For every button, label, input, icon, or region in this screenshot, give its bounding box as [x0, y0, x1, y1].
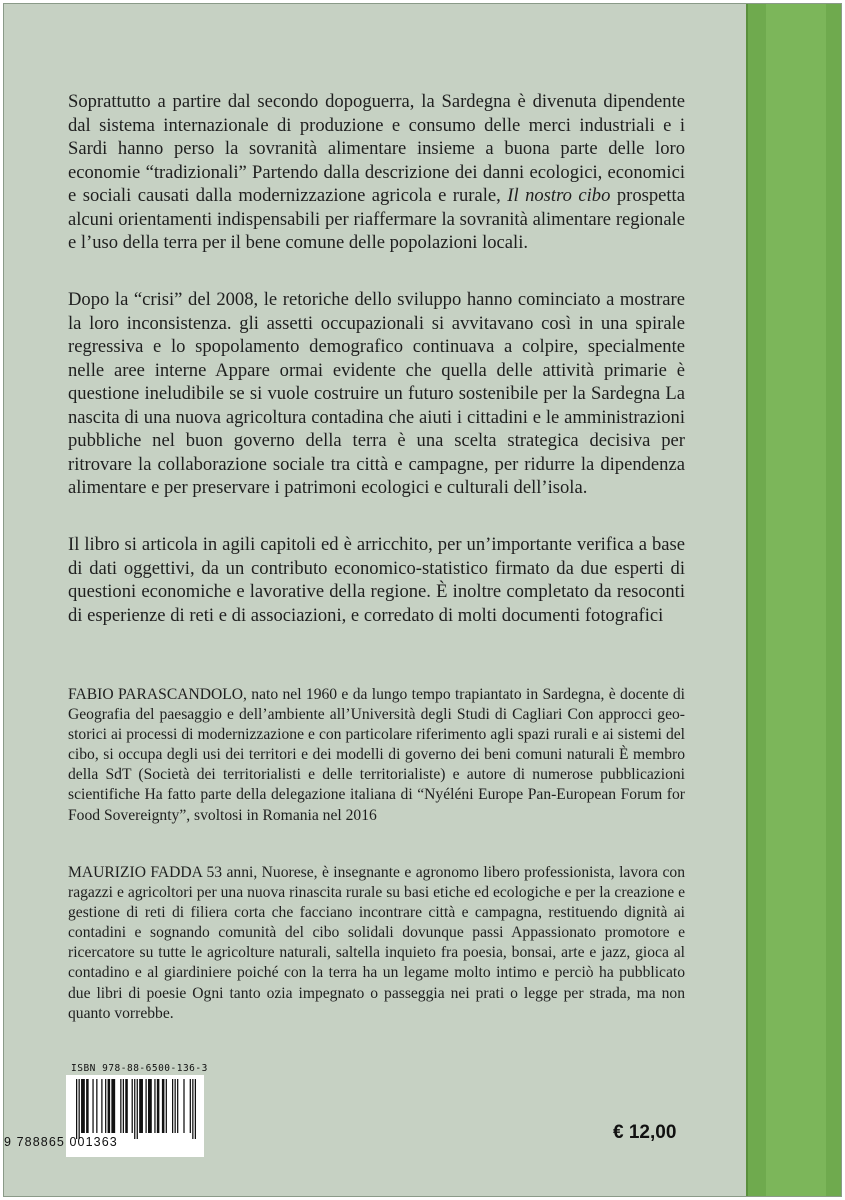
spine-inner-band	[766, 4, 826, 1196]
barcode-bar	[139, 1079, 143, 1133]
barcode-bar	[134, 1079, 135, 1139]
author-bio-fadda: MAURIZIO FADDA 53 anni, Nuorese, è insegnante e agronomo libero professionista, lavora con ragazzi e agricoltori per una nuova rinascita rurale su basi etiche ed ecologiche e per la creazione e gestione di reti di filiera corta che facciano incontrare città e campagna, restituendo dignità ai contadini e sognando comunità del cibo solidali dovunque passi Appassionato promotore e ricercatore su tutte le agricolture naturali, saltella inquieto fra poesia, bonsai, arte e jazz, gioca al contadino e al giardiniere poiché con la terra ha un legame molto intimo e perciò ha pubblicato due libri di poesie Ogni tanto ozia impegnato o passeggia nei prati o legge per strada, ma non quanto vorrebbe.	[68, 864, 685, 1022]
barcode-digits: 9 788865 001363	[4, 1135, 118, 1149]
barcode-bar	[154, 1079, 155, 1133]
barcode-bar	[76, 1079, 77, 1139]
barcode-bar	[132, 1079, 133, 1133]
barcode-bar	[101, 1079, 102, 1133]
price-tag: € 12,00	[613, 1122, 677, 1143]
barcode-bar	[120, 1079, 121, 1133]
barcode-bar	[111, 1079, 115, 1133]
barcode-bar	[157, 1079, 160, 1133]
barcode-bar	[79, 1079, 80, 1139]
barcode-bar	[137, 1079, 138, 1139]
barcode-bar	[148, 1079, 152, 1133]
barcode-bar	[192, 1079, 193, 1139]
barcode-bar	[108, 1079, 111, 1133]
barcode-bar	[177, 1079, 178, 1133]
barcode-bar	[145, 1079, 146, 1133]
barcode-bar	[125, 1079, 128, 1133]
barcode-bar	[81, 1079, 85, 1133]
barcode-bar	[183, 1079, 184, 1133]
blurb-paragraph-2: Dopo la “crisi” del 2008, le retoriche dello sviluppo hanno cominciato a mostrare la loro inconsistenza. gli assetti occupazionali si avvitavano così in una spirale regressiva e lo spopolamento demografico continuava a colpire, specialmente nelle aree interne Appare ormai evidente che quella delle attività primarie è questione ineludibile se si vuole costruire un futuro sostenibile per la Sardegna La nascita di una nuova agricoltura contadina che aiuti i cittadini e le amministrazioni pubbliche nel buon governo della terra è una scelta strategica decisiva per ritrovare la collaborazione sociale tra città e campagne, per ridurre la dipendenza alimentare e per preservare i patrimoni ecologici e culturali dell’isola.	[68, 289, 685, 498]
barcode-bar	[175, 1079, 176, 1133]
blurb-paragraph-1-text-a: Soprattutto a partire dal secondo dopoguerra, la Sardegna è divenuta dipendente dal sistema internazionale di produzione e consumo delle merci industriali e i Sardi hanno perso la sovranità alimentare insieme a buona parte delle loro economie “tradizionali” Partendo dalla descrizione dei danni ecologici, economici e sociali causati dalla modernizzazione agricola e rurale,	[68, 91, 685, 206]
barcode-bar	[172, 1079, 173, 1133]
barcode-bar	[190, 1079, 191, 1133]
isbn-label: ISBN 978-88-6500-136-3	[71, 1063, 208, 1074]
barcode-bar	[166, 1079, 167, 1133]
author-bio-parascandolo: FABIO PARASCANDOLO, nato nel 1960 e da lungo tempo trapiantato in Sardegna, è docente di Geografia del paesaggio e dell’ambiente all’Università degli Studi di Cagliari Con approcci geo-storici ai processi di modernizzazione e con particolare riferimento agli spazi rurali e ai sistemi del cibo, si occupa degli usi dei territori e dei modelli di governo dei beni comuni naturali È membro della SdT (Società dei territorialisti e delle territorialiste) e autore di numerose pubblicazioni scientifiche Ha fatto parte della delegazione italiana di “Nyéléni Europe Pan-European Forum for Food Sovereignty”, svoltosi in Romania nel 2016	[68, 686, 685, 824]
blurb-paragraph-1	[68, 90, 685, 255]
barcode-image	[76, 1079, 196, 1139]
barcode-bar	[162, 1079, 165, 1133]
book-title-italic: Il nostro cibo	[507, 185, 611, 206]
barcode-bar	[195, 1079, 196, 1139]
back-cover	[3, 3, 842, 1197]
blurb-paragraph-1-text-b: prospetta alcuni orientamenti indispensabili per riaffermare la sovranità alimentare regionale e l’uso della terra per il bene comune delle popolazioni locali.	[68, 185, 685, 253]
barcode-bar	[86, 1079, 89, 1133]
spine-green-band	[746, 4, 841, 1196]
barcode-bar	[123, 1079, 124, 1133]
blurb-paragraph-3: Il libro si articola in agili capitoli ed è arricchito, per un’importante verifica a base di dati oggettivi, da un contributo economico-statistico firmato da due esperti di questioni economiche e lavorative della regione. È inoltre completato da resoconti di esperienze di reti e di associazioni, e corredato di molti documenti fotografici	[68, 534, 685, 626]
barcode-bar	[105, 1079, 106, 1133]
barcode-bar	[96, 1079, 97, 1133]
barcode-bar	[92, 1079, 93, 1133]
